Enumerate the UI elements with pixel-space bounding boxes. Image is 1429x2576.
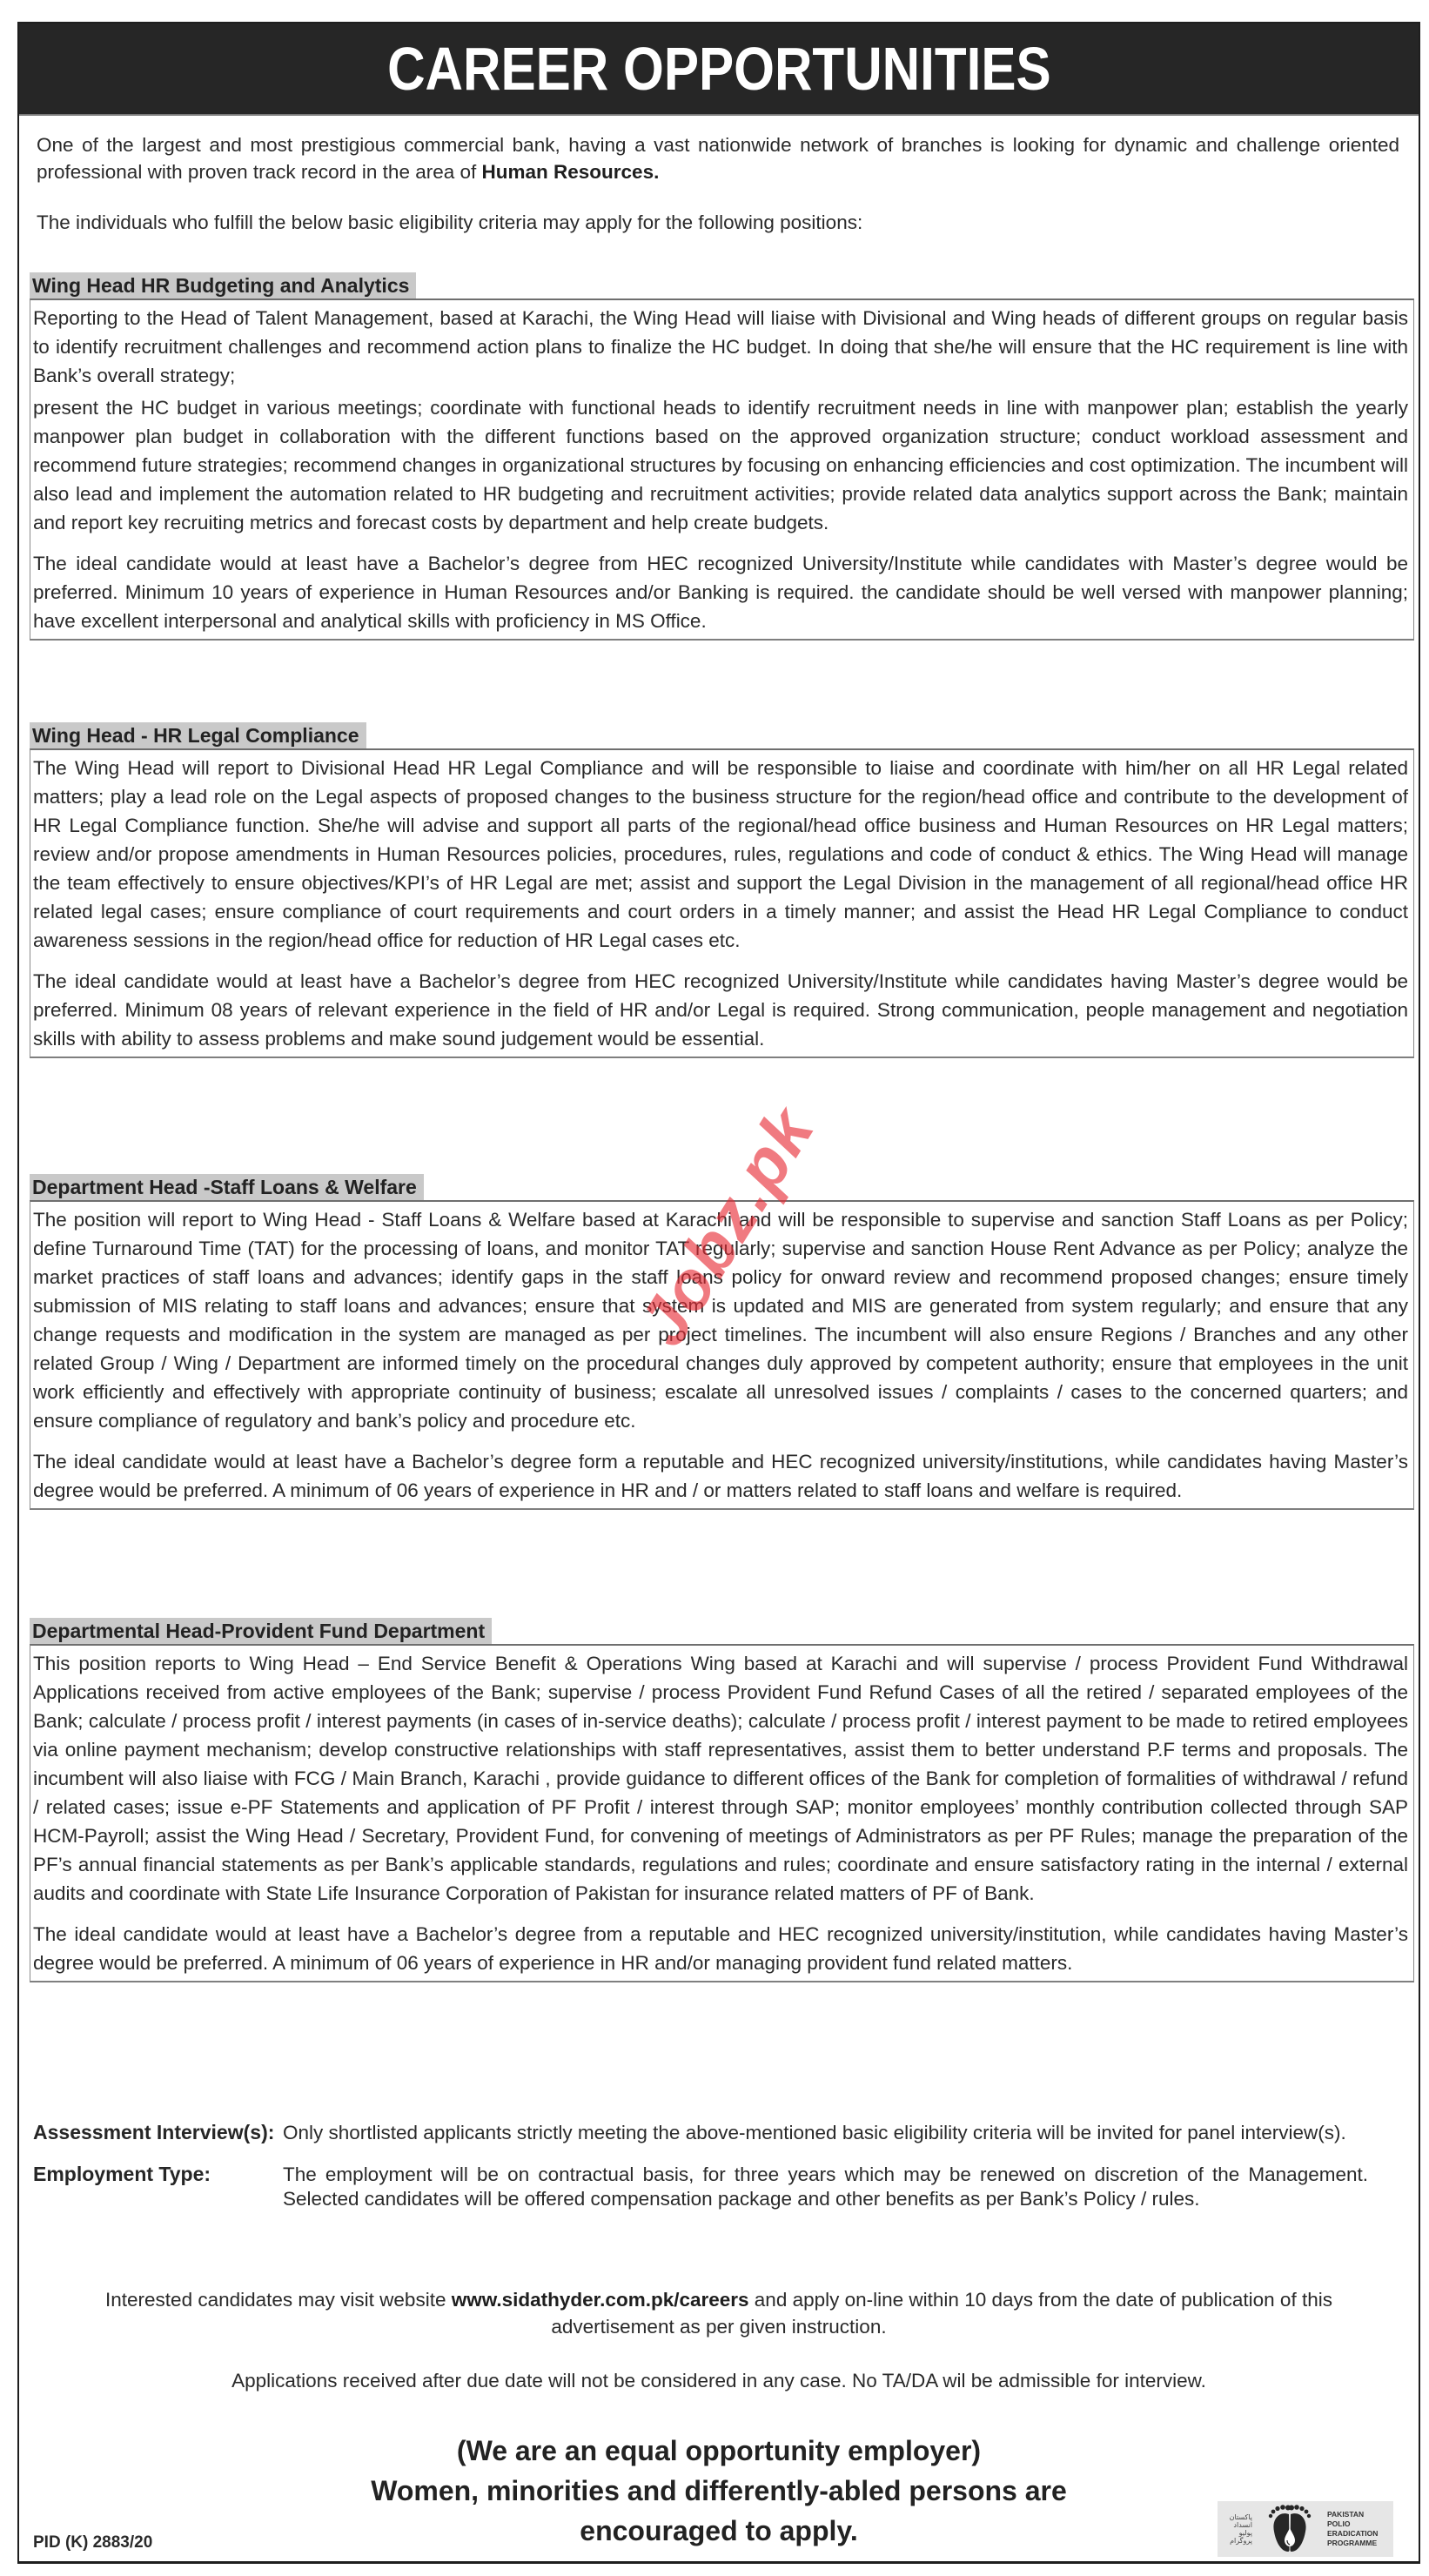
late-application-notice: Applications received after due date will not be considered in any case. No TA/DA wil be admissible for interview. <box>231 2370 1206 2392</box>
position-section-2 <box>30 722 1414 1058</box>
polio-eradication-logo <box>1218 2501 1393 2557</box>
position-section-4 <box>30 1618 1414 1982</box>
encouragement-line-1: Women, minorities and differently-abled persons are <box>371 2475 1067 2506</box>
term-label: Assessment Interview(s): <box>33 2121 275 2143</box>
logo-english-line: PAKISTAN <box>1327 2510 1365 2519</box>
logo-urdu-line: پولیو <box>1238 2529 1252 2537</box>
position-description <box>30 299 1414 641</box>
careers-website-link[interactable]: www.sidathyder.com.pk/careers <box>451 2289 749 2311</box>
masthead <box>19 23 1419 116</box>
intro-text: One of the largest and most prestigious commercial bank, having a vast nationwide network of branches is looking for dynamic and challenge oriented professional with proven track record in the area of <box>37 134 1399 183</box>
equal-opportunity-statement: (We are an equal opportunity employer) <box>456 2435 982 2466</box>
position-description <box>30 1200 1414 1510</box>
intro-paragraph-1 <box>37 131 1399 185</box>
advertisement-frame <box>17 22 1420 2564</box>
term-label: Employment Type: <box>33 2163 211 2185</box>
description-paragraph: The position will report to Wing Head - Staff Loans & Welfare based at Karachi and will be responsible to supervise and sanction Staff Loans as per Policy; define Turnaround Time (TAT) for the processing of loans, and monitor TAT regularly; supervise and sanction House Rent Advance as per Policy; analyze the market practices of staff loans and advances; identify gaps in the staff loans policy for onward review and recommend proposed changes; ensure timely submission of MIS relating to staff loans and advances; ensure that system is updated and MIS are generated from system regularly; and ensure that any change requests and modification in the system are managed as per project timelines. The incumbent will also ensure Regions / Branches and any other related Group / Wing / Department are informed timely on the procedural changes duly approved by competent authority; ensure that employees in the unit work efficiently and effectively with appropriate continuity of business; escalate all unresolved issues / complaints / cases to the concerned quarters; and ensure compliance of regulatory and bank’s policy and procedure etc. <box>33 1209 1408 1432</box>
requirements-paragraph: The ideal candidate would at least have a Bachelor’s degree from HEC recognized University/Institute while candidates with Master’s degree would be preferred. Minimum 10 years of experience in Human Resources and/or Banking is required. the candidate should be well versed with manpower planning; have excellent interpersonal and analytical skills with proficiency in MS Office. <box>33 553 1408 632</box>
logo-english-line: PROGRAMME <box>1327 2539 1378 2547</box>
logo-urdu-line: پاکستان <box>1229 2513 1252 2521</box>
term-value: The employment will be on contractual basis, for three years which may be renewed on discretion of the Management. Selected candidates will be offered compensation package and other benefits as per Bank’s Policy / rules. <box>283 2163 1368 2210</box>
requirements-paragraph: The ideal candidate would at least have a Bachelor’s degree from HEC recognized University/Institute while candidates having Master’s degree would be preferred. Minimum 08 years of relevant experience in the field of HR and/or Legal is required. Strong communication, people management and negotiation skills with ability to assess problems and make sound judgement would be essential. <box>33 970 1408 1050</box>
logo-english-line: ERADICATION <box>1327 2529 1379 2538</box>
logo-english-text <box>1327 2510 1388 2548</box>
logo-urdu-line: انسداد <box>1233 2521 1252 2529</box>
watermark: Jobz.pk <box>623 1093 829 1359</box>
logo-english-line: POLIO <box>1327 2519 1351 2528</box>
publication-id: PID (K) 2883/20 <box>33 2533 153 2552</box>
logo-urdu-line: پروگرام <box>1230 2537 1252 2545</box>
description-paragraph: The Wing Head will report to Divisional Head HR Legal Compliance and will be responsible to liaise and coordinate with him/her on all HR Legal related matters; play a lead role on the Legal aspects of proposed changes to the business structure for the region/head office and contribute to the development of HR Legal Compliance function. She/he will advise and support all parts of the regional/head office business and Human Resources on HR Legal matters; review and/or propose amendments in Human Resources policies, procedures, rules, regulations and code of conduct & ethics. The Wing Head will manage the team effectively to ensure objectives/KPI’s of HR Legal are met; assist and support the Legal Division in the management of all regional/head office HR related legal cases; ensure compliance of court requirements and court orders in a timely manner; and assist the Head HR Legal Compliance to conduct awareness sessions in the region/head office for reduction of HR Legal cases etc. <box>33 757 1408 951</box>
position-title: Department Head -Staff Loans & Welfare <box>30 1174 424 1200</box>
position-description <box>30 748 1414 1058</box>
term-employment-type <box>33 2163 1399 2211</box>
requirements-paragraph: The ideal candidate would at least have a Bachelor’s degree from a reputable and HEC recognized university/institution, while candidates having Master’s degree would be preferred. A minimum of 06 years of experience in HR and/or managing provident fund related matters. <box>33 1923 1408 1974</box>
encouragement-line-2: encouraged to apply. <box>580 2515 858 2546</box>
position-title: Wing Head HR Budgeting and Analytics <box>30 272 416 299</box>
position-title: Departmental Head-Provident Fund Department <box>30 1618 492 1644</box>
page-title: CAREER OPPORTUNITIES <box>386 35 1051 103</box>
intro-highlight: Human Resources. <box>481 161 660 183</box>
intro-paragraph-2: The individuals who fulfill the below basic eligibility criteria may apply for the following positions: <box>37 211 863 233</box>
description-paragraph: Reporting to the Head of Talent Management, based at Karachi, the Wing Head will liaise with Divisional and Wing heads of different groups on regular basis to identify recruitment challenges and recommend action plans to finalize the HC budget. In doing that she/he will ensure that the HC requirement is line with Bank’s overall strategy; <box>33 307 1408 386</box>
logo-urdu-text <box>1223 2513 1252 2545</box>
term-assessment <box>33 2121 1399 2145</box>
terms-list <box>33 2121 1399 2211</box>
footprints-drop-icon <box>1262 2504 1318 2554</box>
requirements-paragraph: The ideal candidate would at least have a Bachelor’s degree form a reputable and HEC recognized university/institutions, while candidates having Master’s degree would be preferred. A minimum of 06 years of experience in HR and / or matters related to staff loans and welfare is required. <box>33 1451 1408 1501</box>
description-paragraph: This position reports to Wing Head – End Service Benefit & Operations Wing based at Karachi and will supervise / process Provident Fund Withdrawal Applications received from active employees of the Bank; supervise / process Provident Fund Refund Cases of all the retired / separated employees of the Bank; calculate / process profit / interest payments (in cases of in-service deaths); calculate / process profit / interest payment to be made to retired employees via online payment mechanism; develop constructive relationships with staff representatives, assist them to better understand P.F terms and proposals. The incumbent will also liaise with FCG / Main Branch, Karachi , provide guidance to different offices of the Bank for completion of formalities of withdrawal / refund / related cases; issue e-PF Statements and application of PF Profit / interest through SAP; monitor employees’ monthly contribution collected through SAP HCM-Payroll; assist the Wing Head / Secretary, Provident Fund, for convening of meetings of Administrators as per PF Rules; manage the preparation of the PF’s annual financial statements as per Bank’s applicable standards, regulations and rules; coordinate and ensure satisfactory rating in the internal / external audits and coordinate with State Life Insurance Corporation of Pakistan for insurance related matters of PF of Bank. <box>33 1653 1408 1904</box>
apply-text: and apply on-line within 10 days from the date of publication of this advertisement as per given instruction. <box>551 2289 1332 2338</box>
position-title: Wing Head - HR Legal Compliance <box>30 722 366 748</box>
term-value: Only shortlisted applicants strictly meeting the above-mentioned basic eligibility criteria will be invited for panel interview(s). <box>283 2122 1346 2143</box>
position-section-3 <box>30 1174 1414 1510</box>
apply-instructions <box>19 2286 1419 2340</box>
position-description <box>30 1644 1414 1982</box>
apply-text: Interested candidates may visit website <box>105 2289 452 2311</box>
description-paragraph: present the HC budget in various meetings; coordinate with functional heads to identify recruitment needs in line with manpower plan; establish the yearly manpower plan budget in collaboration with the different functions based on the approved organization structure; conduct workload assessment and recommend future strategies; recommend changes in organizational structures by focusing on enhancing efficiencies and cost optimization. The incumbent will also lead and implement the automation related to HR budgeting and recruitment activities; provide related data analytics support across the Bank; maintain and report key recruiting metrics and forecast costs by department and help create budgets. <box>33 397 1408 533</box>
position-section-1 <box>30 272 1414 641</box>
